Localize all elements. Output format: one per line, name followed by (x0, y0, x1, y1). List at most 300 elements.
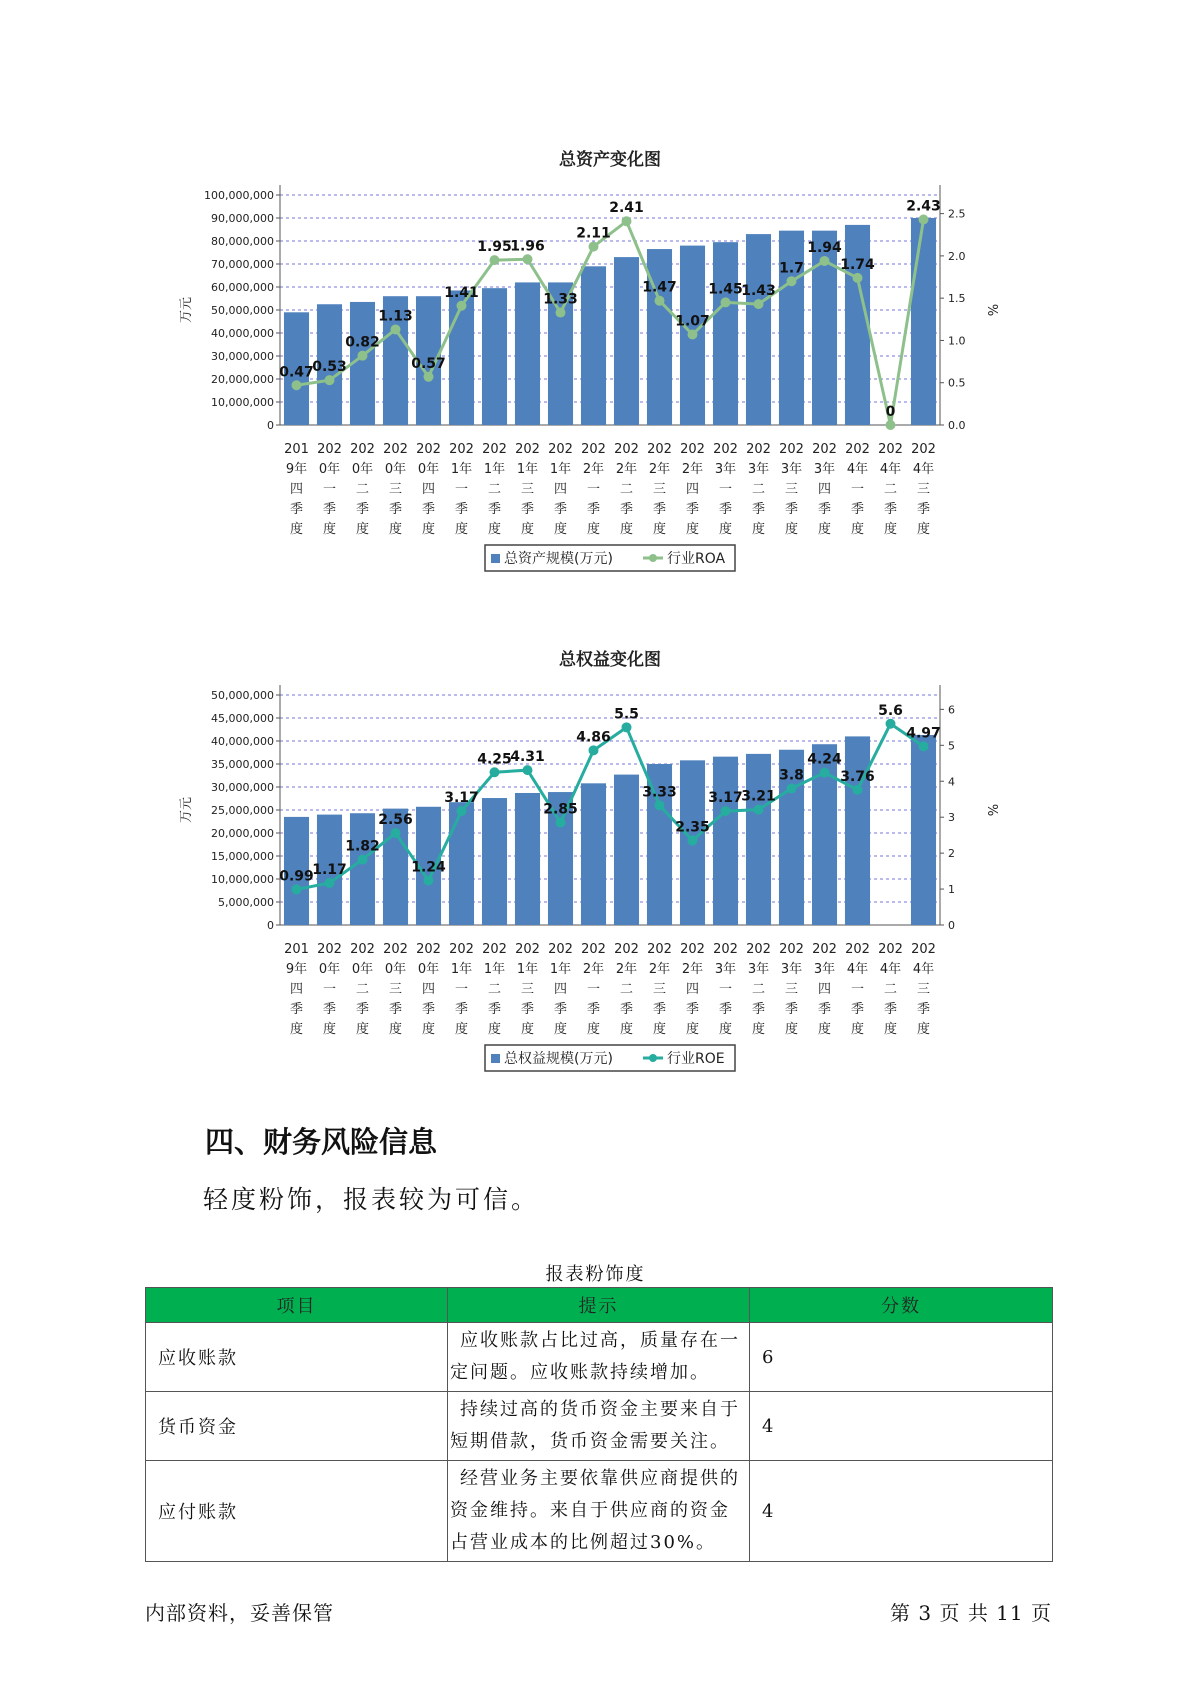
x-tick-label: 度 (652, 522, 667, 537)
x-tick-label: 季 (817, 1002, 832, 1017)
line-point (292, 380, 302, 390)
x-tick-label: 1年 (549, 462, 572, 477)
x-tick-label: 三 (784, 982, 799, 997)
y2-tick-label: 2.0 (948, 249, 966, 263)
x-tick-label: 季 (784, 502, 799, 517)
line-point (391, 324, 401, 334)
x-tick-label: 度 (553, 522, 568, 537)
x-tick-label: 季 (520, 1002, 535, 1017)
x-tick-label: 度 (619, 522, 634, 537)
x-tick-label: 二 (487, 482, 502, 497)
line-point (787, 783, 797, 793)
line-point (424, 875, 434, 885)
line-point (754, 805, 764, 815)
data-label: 2.56 (378, 812, 413, 828)
bar (482, 798, 507, 925)
data-label: 4.86 (576, 729, 611, 746)
x-tick-label: 度 (850, 1022, 865, 1037)
x-tick-label: 3年 (780, 462, 803, 477)
x-tick-label: 一 (454, 482, 469, 497)
bar (713, 757, 738, 925)
x-tick-label: 四 (553, 982, 568, 997)
x-tick-label: 202 (779, 942, 804, 957)
legend-bar-label: 总权益规模(万元) (504, 1051, 613, 1067)
x-tick-label: 202 (845, 442, 870, 457)
data-label: 1.7 (779, 260, 804, 277)
x-tick-label: 4年 (879, 962, 902, 977)
y2-tick-label: 1 (948, 883, 955, 897)
line-point (787, 276, 797, 286)
bar (614, 775, 639, 925)
x-tick-label: 202 (482, 942, 507, 957)
x-tick-label: 季 (619, 1002, 634, 1017)
x-tick-label: 四 (685, 982, 700, 997)
x-tick-label: 度 (520, 1022, 535, 1037)
x-tick-label: 202 (581, 442, 606, 457)
x-tick-label: 3年 (813, 962, 836, 977)
x-tick-label: 3年 (714, 962, 737, 977)
x-tick-label: 四 (685, 482, 700, 497)
x-tick-label: 4年 (846, 962, 869, 977)
header-hint: 提示 (448, 1288, 750, 1323)
x-tick-label: 季 (586, 502, 601, 517)
x-tick-label: 度 (883, 522, 898, 537)
x-tick-label: 四 (289, 482, 304, 497)
line-point (358, 351, 368, 361)
y2-tick-label: 5 (948, 739, 955, 753)
x-tick-label: 2年 (681, 462, 704, 477)
y2-tick-label: 0 (948, 919, 955, 932)
data-label: 1.47 (642, 279, 677, 296)
x-tick-label: 一 (322, 482, 337, 497)
x-tick-label: 度 (289, 522, 304, 537)
x-tick-label: 季 (355, 1002, 370, 1017)
x-tick-label: 1年 (516, 962, 539, 977)
x-tick-label: 季 (883, 502, 898, 517)
legend-bar-swatch (491, 554, 500, 563)
y-tick-label: 70,000,000 (211, 258, 274, 271)
x-tick-label: 2年 (582, 462, 605, 477)
y2-tick-label: 6 (948, 703, 955, 717)
x-tick-label: 4年 (846, 462, 869, 477)
line-point (457, 806, 467, 816)
x-tick-label: 202 (647, 442, 672, 457)
data-label: 1.33 (543, 291, 578, 308)
row-score: 4 (750, 1392, 1053, 1461)
y-axis-title: 万元 (179, 296, 194, 324)
bar (713, 242, 738, 425)
x-tick-label: 度 (553, 1022, 568, 1037)
data-label: 3.21 (741, 788, 776, 805)
data-label: 2.85 (543, 801, 578, 818)
line-point (754, 299, 764, 309)
x-tick-label: 9年 (285, 962, 308, 977)
x-tick-label: 度 (388, 1022, 403, 1037)
line-point (853, 785, 863, 795)
x-tick-label: 度 (454, 522, 469, 537)
line-point (721, 806, 731, 816)
x-tick-label: 季 (652, 502, 667, 517)
x-tick-label: 2年 (615, 462, 638, 477)
x-tick-label: 三 (916, 982, 931, 997)
bar (350, 813, 375, 925)
header-item: 项目 (146, 1288, 448, 1323)
x-tick-label: 季 (751, 502, 766, 517)
x-tick-label: 一 (850, 482, 865, 497)
data-label: 1.13 (378, 308, 413, 325)
bar (746, 234, 771, 425)
line-point (490, 255, 500, 265)
x-tick-label: 度 (784, 1022, 799, 1037)
x-tick-label: 202 (581, 942, 606, 957)
bar (482, 288, 507, 425)
row-item: 应收账款 (146, 1323, 448, 1392)
x-tick-label: 度 (322, 522, 337, 537)
data-label: 5.6 (878, 702, 903, 719)
data-label: 3.17 (708, 790, 743, 807)
x-tick-label: 3年 (747, 962, 770, 977)
x-tick-label: 202 (911, 442, 936, 457)
y-tick-label: 45,000,000 (211, 712, 274, 725)
table-row (146, 1323, 1053, 1392)
x-tick-label: 度 (289, 1022, 304, 1037)
line-point (556, 818, 566, 828)
data-label: 1.95 (477, 239, 512, 256)
y-tick-label: 5,000,000 (218, 896, 274, 909)
x-tick-label: 3年 (780, 962, 803, 977)
x-tick-label: 202 (878, 442, 903, 457)
x-tick-label: 2年 (582, 962, 605, 977)
table-row (146, 1461, 1053, 1562)
x-tick-label: 202 (647, 942, 672, 957)
y-tick-label: 10,000,000 (211, 396, 274, 409)
data-label: 3.76 (840, 768, 875, 785)
x-tick-label: 202 (614, 442, 639, 457)
x-tick-label: 度 (817, 1022, 832, 1037)
x-tick-label: 202 (878, 942, 903, 957)
data-label: 0.53 (312, 359, 347, 376)
data-label: 0 (885, 404, 896, 420)
y2-tick-label: 2.5 (948, 207, 966, 221)
line-point (886, 719, 896, 729)
x-tick-label: 202 (515, 942, 540, 957)
line-point (457, 301, 467, 311)
header-score: 分数 (750, 1288, 1053, 1323)
bar (845, 736, 870, 925)
x-tick-label: 4年 (879, 462, 902, 477)
line-point (325, 878, 335, 888)
x-tick-label: 季 (487, 1002, 502, 1017)
x-tick-label: 二 (487, 982, 502, 997)
x-tick-label: 三 (388, 482, 403, 497)
line-point (622, 216, 632, 226)
x-tick-label: 季 (388, 502, 403, 517)
x-tick-label: 季 (454, 502, 469, 517)
bar (911, 735, 936, 925)
line-point (820, 768, 830, 778)
x-tick-label: 1年 (516, 462, 539, 477)
x-tick-label: 三 (520, 482, 535, 497)
x-tick-label: 度 (322, 1022, 337, 1037)
row-score: 4 (750, 1461, 1053, 1562)
data-label: 2.11 (576, 225, 611, 242)
data-label: 1.41 (444, 284, 479, 301)
x-tick-label: 季 (850, 1002, 865, 1017)
y-tick-label: 0 (267, 419, 274, 432)
row-score: 6 (750, 1323, 1053, 1392)
x-tick-label: 四 (289, 982, 304, 997)
data-label: 2.35 (675, 819, 710, 836)
x-tick-label: 度 (718, 522, 733, 537)
x-tick-label: 2年 (681, 962, 704, 977)
x-tick-label: 四 (553, 482, 568, 497)
y-tick-label: 50,000,000 (211, 689, 274, 702)
bar (911, 218, 936, 425)
y-tick-label: 30,000,000 (211, 350, 274, 363)
total-equity-chart (170, 640, 1020, 1090)
x-tick-label: 季 (487, 502, 502, 517)
x-tick-label: 度 (355, 1022, 370, 1037)
x-tick-label: 度 (784, 522, 799, 537)
x-tick-label: 4年 (912, 962, 935, 977)
x-tick-label: 202 (350, 942, 375, 957)
x-tick-label: 度 (355, 522, 370, 537)
x-tick-label: 度 (718, 1022, 733, 1037)
x-tick-label: 季 (652, 1002, 667, 1017)
x-tick-label: 一 (454, 982, 469, 997)
x-tick-label: 度 (685, 1022, 700, 1037)
line-point (523, 254, 533, 264)
bar (746, 754, 771, 925)
line-point (655, 296, 665, 306)
x-tick-label: 度 (817, 522, 832, 537)
x-tick-label: 季 (520, 502, 535, 517)
chart-svg (170, 640, 1020, 1090)
line-point (589, 242, 599, 252)
table-caption: 报表粉饰度 (545, 1264, 646, 1285)
risk-table (145, 1287, 1053, 1562)
line-point (292, 884, 302, 894)
x-tick-label: 202 (713, 442, 738, 457)
x-tick-label: 季 (553, 1002, 568, 1017)
x-tick-label: 季 (322, 502, 337, 517)
line-point (688, 330, 698, 340)
x-tick-label: 三 (652, 482, 667, 497)
y2-axis-title: % (984, 303, 999, 317)
footer-confidential: 内部资料，妥善保管 (145, 1601, 334, 1625)
x-tick-label: 202 (680, 442, 705, 457)
x-tick-label: 3年 (714, 462, 737, 477)
x-tick-label: 季 (685, 1002, 700, 1017)
y2-tick-label: 0.0 (948, 419, 966, 432)
x-tick-label: 3年 (813, 462, 836, 477)
x-tick-label: 202 (515, 442, 540, 457)
table-row (146, 1392, 1053, 1461)
y2-tick-label: 1.0 (948, 334, 966, 348)
x-tick-label: 2年 (648, 462, 671, 477)
y2-tick-label: 2 (948, 847, 955, 861)
data-label: 4.24 (807, 751, 842, 768)
x-tick-label: 二 (355, 482, 370, 497)
y2-tick-label: 4 (948, 775, 955, 789)
x-tick-label: 202 (416, 442, 441, 457)
data-label: 1.96 (510, 238, 545, 255)
x-tick-label: 季 (586, 1002, 601, 1017)
x-tick-label: 度 (586, 1022, 601, 1037)
x-tick-label: 4年 (912, 462, 935, 477)
line-point (688, 836, 698, 846)
data-label: 1.82 (345, 838, 380, 855)
data-label: 4.25 (477, 751, 512, 768)
x-tick-label: 季 (784, 1002, 799, 1017)
data-label: 0.57 (411, 355, 446, 372)
bar (449, 802, 474, 925)
x-tick-label: 三 (784, 482, 799, 497)
x-tick-label: 四 (817, 982, 832, 997)
x-tick-label: 0年 (417, 462, 440, 477)
x-tick-label: 202 (350, 442, 375, 457)
x-tick-label: 度 (751, 522, 766, 537)
x-tick-label: 度 (652, 1022, 667, 1037)
chart-title: 总权益变化图 (559, 650, 661, 670)
y-tick-label: 20,000,000 (211, 373, 274, 386)
line-point (886, 420, 896, 430)
x-tick-label: 0年 (351, 462, 374, 477)
x-tick-label: 1年 (549, 962, 572, 977)
x-tick-label: 1年 (450, 962, 473, 977)
data-label: 1.43 (741, 283, 776, 300)
x-tick-label: 三 (520, 982, 535, 997)
total-assets-chart (170, 140, 1020, 590)
x-tick-label: 0年 (318, 462, 341, 477)
y-tick-label: 10,000,000 (211, 873, 274, 886)
y-tick-label: 25,000,000 (211, 804, 274, 817)
bar (614, 257, 639, 425)
section-heading: 四、财务风险信息 (205, 1125, 438, 1159)
data-label: 2.43 (906, 198, 941, 215)
x-tick-label: 二 (883, 482, 898, 497)
x-tick-label: 0年 (417, 962, 440, 977)
x-tick-label: 季 (454, 1002, 469, 1017)
data-label: 1.94 (807, 239, 842, 256)
x-tick-label: 1年 (483, 962, 506, 977)
chart-svg (170, 140, 1020, 590)
x-tick-label: 三 (916, 482, 931, 497)
row-hint: 应收账款占比过高，质量存在一定问题。应收账款持续增加。 (448, 1323, 750, 1392)
y2-tick-label: 0.5 (948, 376, 966, 390)
x-tick-label: 度 (487, 1022, 502, 1037)
data-label: 3.8 (779, 767, 804, 784)
x-tick-label: 度 (586, 522, 601, 537)
line-point (919, 741, 929, 751)
x-tick-label: 度 (883, 1022, 898, 1037)
x-tick-label: 9年 (285, 462, 308, 477)
bar (647, 249, 672, 425)
x-tick-label: 季 (751, 1002, 766, 1017)
data-label: 3.17 (444, 790, 479, 807)
line-point (358, 855, 368, 865)
data-label: 3.33 (642, 784, 677, 801)
y2-tick-label: 1.5 (948, 292, 966, 306)
x-tick-label: 季 (685, 502, 700, 517)
x-tick-label: 202 (746, 442, 771, 457)
x-tick-label: 202 (812, 942, 837, 957)
x-tick-label: 四 (817, 482, 832, 497)
row-item: 应付账款 (146, 1461, 448, 1562)
x-tick-label: 度 (685, 522, 700, 537)
x-tick-label: 度 (850, 522, 865, 537)
x-tick-label: 度 (520, 522, 535, 537)
x-tick-label: 202 (614, 942, 639, 957)
line-point (622, 722, 632, 732)
line-point (919, 215, 929, 225)
x-tick-label: 202 (548, 442, 573, 457)
data-label: 1.24 (411, 859, 446, 876)
data-label: 1.74 (840, 256, 875, 273)
line-point (589, 745, 599, 755)
x-tick-label: 季 (619, 502, 634, 517)
x-tick-label: 二 (751, 982, 766, 997)
data-label: 1.17 (312, 861, 347, 878)
x-tick-label: 度 (916, 1022, 931, 1037)
x-tick-label: 202 (680, 942, 705, 957)
line-point (853, 273, 863, 283)
x-tick-label: 202 (746, 942, 771, 957)
x-tick-label: 二 (355, 982, 370, 997)
footer-page-number: 第 3 页 共 11 页 (890, 1601, 1052, 1625)
x-tick-label: 201 (284, 942, 309, 957)
data-label: 0.47 (279, 364, 314, 381)
data-label: 1.07 (675, 313, 710, 330)
x-tick-label: 2年 (615, 962, 638, 977)
x-tick-label: 季 (388, 1002, 403, 1017)
x-tick-label: 202 (449, 942, 474, 957)
y-tick-label: 60,000,000 (211, 281, 274, 294)
x-tick-label: 季 (421, 502, 436, 517)
y2-axis-title: % (984, 803, 999, 817)
x-tick-label: 一 (850, 982, 865, 997)
line-point (655, 800, 665, 810)
risk-summary: 轻度粉饰，报表较为可信。 (203, 1185, 540, 1214)
x-tick-label: 0年 (318, 962, 341, 977)
x-tick-label: 季 (289, 1002, 304, 1017)
line-point (820, 256, 830, 266)
x-tick-label: 0年 (384, 962, 407, 977)
x-tick-label: 季 (718, 1002, 733, 1017)
legend-bar-swatch (491, 1054, 500, 1063)
x-tick-label: 度 (619, 1022, 634, 1037)
bar (845, 225, 870, 425)
x-tick-label: 季 (916, 502, 931, 517)
x-tick-label: 度 (421, 522, 436, 537)
y-tick-label: 20,000,000 (211, 827, 274, 840)
bar (581, 266, 606, 425)
x-tick-label: 一 (586, 982, 601, 997)
x-tick-label: 202 (383, 942, 408, 957)
x-tick-label: 季 (916, 1002, 931, 1017)
x-tick-label: 202 (779, 442, 804, 457)
x-tick-label: 202 (548, 942, 573, 957)
line-point (721, 297, 731, 307)
data-label: 0.99 (279, 868, 314, 885)
data-label: 2.41 (609, 200, 644, 217)
x-tick-label: 三 (388, 982, 403, 997)
line-point (391, 828, 401, 838)
x-tick-label: 202 (845, 942, 870, 957)
data-label: 0.82 (345, 334, 380, 351)
x-tick-label: 202 (317, 442, 342, 457)
line-point (523, 765, 533, 775)
